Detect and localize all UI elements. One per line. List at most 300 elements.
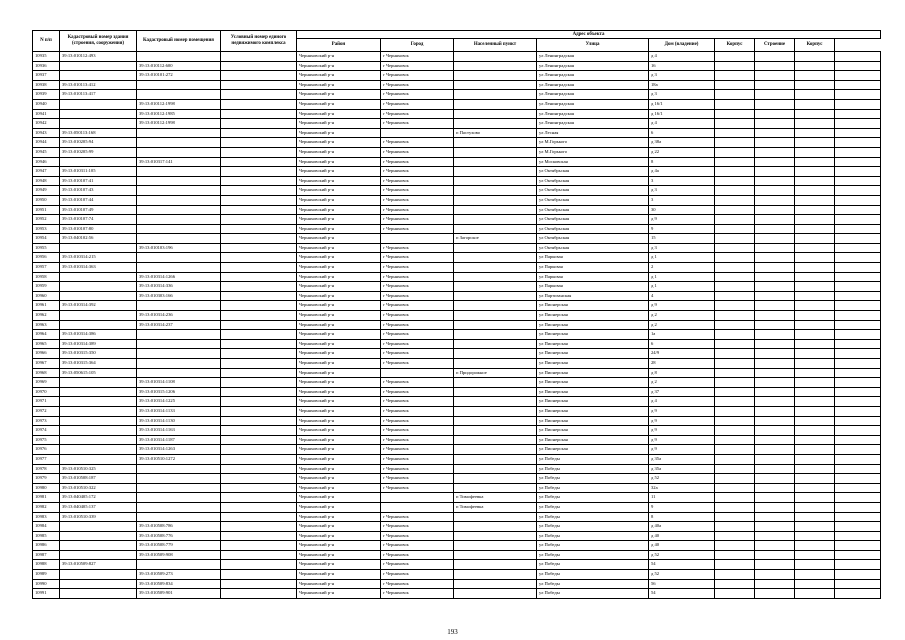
- cell-num: 10965: [33, 339, 60, 349]
- cell-settlement: [454, 157, 537, 167]
- cell-complex: [221, 224, 297, 234]
- cell-street: ул Парковая: [537, 282, 649, 292]
- cell-extra: [835, 205, 881, 215]
- cell-settlement: [454, 61, 537, 71]
- table-row: [33, 186, 881, 196]
- cell-cad-building: [60, 291, 137, 301]
- cell-num: 10986: [33, 541, 60, 551]
- table-row: [33, 80, 881, 90]
- table-row: [33, 339, 881, 349]
- cell-korpus: [715, 560, 755, 570]
- cell-district: Черняховский р-н: [297, 263, 381, 273]
- col-district-header: Район: [297, 39, 381, 52]
- cell-korpus: [715, 99, 755, 109]
- cell-num: 10954: [33, 234, 60, 244]
- cell-extra: [835, 71, 881, 81]
- cell-house: 3: [649, 176, 715, 186]
- cell-cad-building: [60, 71, 137, 81]
- cell-stroenie: [755, 502, 795, 512]
- cell-district: Черняховский р-н: [297, 99, 381, 109]
- cell-flat: [795, 311, 835, 321]
- cell-num: 10977: [33, 454, 60, 464]
- cell-num: 10955: [33, 243, 60, 253]
- cell-district: Черняховский р-н: [297, 512, 381, 522]
- cell-city: г Черняховск: [381, 512, 454, 522]
- cell-korpus: [715, 397, 755, 407]
- cell-korpus: [715, 589, 755, 599]
- cell-house: 54: [649, 589, 715, 599]
- cell-korpus: [715, 579, 755, 589]
- cell-flat: [795, 531, 835, 541]
- cell-settlement: [454, 311, 537, 321]
- cell-settlement: [454, 301, 537, 311]
- cell-num: 10936: [33, 61, 60, 71]
- cell-flat: [795, 291, 835, 301]
- cell-cad-building: 39:13:010113:412: [60, 80, 137, 90]
- cell-num: 10982: [33, 502, 60, 512]
- cell-district: Черняховский р-н: [297, 522, 381, 532]
- cell-complex: [221, 52, 297, 62]
- table-row: [33, 426, 881, 436]
- cell-cad-premises: [137, 263, 221, 273]
- cell-flat: [795, 282, 835, 292]
- table-row: [33, 195, 881, 205]
- table-row: [33, 493, 881, 503]
- cell-cad-premises: [137, 560, 221, 570]
- cell-house: д 52: [649, 474, 715, 484]
- cell-flat: [795, 416, 835, 426]
- cell-cad-premises: 39:13:010314:1133: [137, 406, 221, 416]
- cell-cad-premises: [137, 359, 221, 369]
- cell-city: г Черняховск: [381, 282, 454, 292]
- cell-korpus: [715, 205, 755, 215]
- cell-district: Черняховский р-н: [297, 71, 381, 81]
- cell-num: 10987: [33, 550, 60, 560]
- cell-stroenie: [755, 80, 795, 90]
- cell-stroenie: [755, 454, 795, 464]
- cell-complex: [221, 512, 297, 522]
- cell-complex: [221, 541, 297, 551]
- cell-extra: [835, 330, 881, 340]
- cell-cad-premises: 39:13:010112:1998: [137, 119, 221, 129]
- cell-house: д 52: [649, 550, 715, 560]
- cell-settlement: п Тимофеевка: [454, 502, 537, 512]
- cell-district: Черняховский р-н: [297, 186, 381, 196]
- cell-stroenie: [755, 205, 795, 215]
- col-stroenie-header: Строение: [755, 39, 795, 52]
- cell-num: 10984: [33, 522, 60, 532]
- cell-flat: [795, 80, 835, 90]
- cell-flat: [795, 579, 835, 589]
- cell-district: Черняховский р-н: [297, 435, 381, 445]
- cell-num: 10944: [33, 138, 60, 148]
- cell-house: д 9: [649, 445, 715, 455]
- cell-settlement: [454, 541, 537, 551]
- cell-extra: [835, 589, 881, 599]
- cell-street: ул Победы: [537, 541, 649, 551]
- cell-district: Черняховский р-н: [297, 560, 381, 570]
- cell-stroenie: [755, 435, 795, 445]
- cell-street: ул Победы: [537, 512, 649, 522]
- cell-cad-building: 39:13:010107:74: [60, 215, 137, 225]
- cell-stroenie: [755, 589, 795, 599]
- cell-cad-building: 39:13:010508:187: [60, 474, 137, 484]
- cell-korpus: [715, 531, 755, 541]
- cell-district: Черняховский р-н: [297, 224, 381, 234]
- registry-sheet: [32, 30, 860, 599]
- cell-city: г Черняховск: [381, 464, 454, 474]
- cell-cad-premises: 39:13:010112:600: [137, 61, 221, 71]
- cell-extra: [835, 320, 881, 330]
- cell-extra: [835, 138, 881, 148]
- cell-settlement: [454, 291, 537, 301]
- cell-cad-building: [60, 157, 137, 167]
- cell-street: ул Победы: [537, 570, 649, 580]
- cell-cad-premises: [137, 147, 221, 157]
- table-row: [33, 253, 881, 263]
- cell-cad-building: [60, 435, 137, 445]
- cell-cad-building: 39:13:010107:43: [60, 186, 137, 196]
- cell-settlement: [454, 224, 537, 234]
- cell-cad-premises: [137, 502, 221, 512]
- cell-korpus: [715, 186, 755, 196]
- cell-complex: [221, 570, 297, 580]
- cell-settlement: [454, 282, 537, 292]
- cell-settlement: [454, 445, 537, 455]
- cell-stroenie: [755, 320, 795, 330]
- table-row: [33, 378, 881, 388]
- cell-city: г Черняховск: [381, 195, 454, 205]
- cell-street: ул Победы: [537, 560, 649, 570]
- cell-cad-premises: [137, 52, 221, 62]
- cell-cad-building: [60, 99, 137, 109]
- cell-house: д 40: [649, 531, 715, 541]
- cell-extra: [835, 349, 881, 359]
- cell-district: Черняховский р-н: [297, 483, 381, 493]
- cell-city: г Черняховск: [381, 138, 454, 148]
- table-row: [33, 138, 881, 148]
- table-row: [33, 560, 881, 570]
- cell-house: д 2: [649, 378, 715, 388]
- cell-korpus: [715, 483, 755, 493]
- cell-settlement: [454, 387, 537, 397]
- cell-korpus: [715, 253, 755, 263]
- cell-house: д 8: [649, 368, 715, 378]
- cell-house: д 4: [649, 119, 715, 129]
- cell-street: ул Октябрьская: [537, 234, 649, 244]
- cell-flat: [795, 339, 835, 349]
- cell-extra: [835, 359, 881, 369]
- cell-stroenie: [755, 272, 795, 282]
- cell-stroenie: [755, 445, 795, 455]
- cell-cad-building: [60, 397, 137, 407]
- cell-flat: [795, 272, 835, 282]
- cell-flat: [795, 330, 835, 340]
- cell-city: г Черняховск: [381, 550, 454, 560]
- cell-cad-building: 39:13:010510:322: [60, 483, 137, 493]
- cell-house: 30: [649, 205, 715, 215]
- cell-extra: [835, 541, 881, 551]
- col-house-header: Дом (владение): [649, 39, 715, 52]
- cell-complex: [221, 205, 297, 215]
- cell-city: г Черняховск: [381, 99, 454, 109]
- cell-extra: [835, 291, 881, 301]
- address-group-header: Адрес объекта: [297, 31, 881, 39]
- cell-cad-building: [60, 378, 137, 388]
- cell-stroenie: [755, 339, 795, 349]
- table-row: [33, 224, 881, 234]
- cell-cad-building: 39:13:010107:49: [60, 205, 137, 215]
- cell-district: Черняховский р-н: [297, 215, 381, 225]
- cell-district: Черняховский р-н: [297, 339, 381, 349]
- table-row: [33, 522, 881, 532]
- cell-house: 6: [649, 339, 715, 349]
- cell-korpus: [715, 147, 755, 157]
- cell-num: 10985: [33, 531, 60, 541]
- property-table: [32, 30, 881, 599]
- cell-korpus: [715, 474, 755, 484]
- cell-settlement: п Придорожное: [454, 368, 537, 378]
- cell-cad-building: [60, 119, 137, 129]
- cell-city: г Черняховск: [381, 167, 454, 177]
- cell-korpus: [715, 243, 755, 253]
- cell-city: г Черняховск: [381, 109, 454, 119]
- cell-complex: [221, 215, 297, 225]
- cell-house: 6: [649, 128, 715, 138]
- cell-num: 10989: [33, 570, 60, 580]
- cell-num: 10961: [33, 301, 60, 311]
- cell-complex: [221, 330, 297, 340]
- cell-korpus: [715, 320, 755, 330]
- cell-stroenie: [755, 416, 795, 426]
- cell-extra: [835, 243, 881, 253]
- cell-house: 18а: [649, 80, 715, 90]
- cell-house: 3: [649, 195, 715, 205]
- cell-stroenie: [755, 522, 795, 532]
- cell-stroenie: [755, 186, 795, 196]
- cell-num: 10940: [33, 99, 60, 109]
- cell-city: г Черняховск: [381, 147, 454, 157]
- col-street-header: Улица: [537, 39, 649, 52]
- cell-num: 10948: [33, 176, 60, 186]
- cell-city: г Черняховск: [381, 349, 454, 359]
- cell-street: ул Октябрьская: [537, 224, 649, 234]
- table-row: [33, 234, 881, 244]
- cell-city: г Черняховск: [381, 416, 454, 426]
- cell-district: Черняховский р-н: [297, 272, 381, 282]
- cell-cad-building: [60, 320, 137, 330]
- cell-extra: [835, 128, 881, 138]
- cell-extra: [835, 186, 881, 196]
- cell-stroenie: [755, 483, 795, 493]
- cell-house: 4: [649, 291, 715, 301]
- cell-city: г Черняховск: [381, 589, 454, 599]
- cell-flat: [795, 167, 835, 177]
- cell-num: 10967: [33, 359, 60, 369]
- cell-extra: [835, 550, 881, 560]
- cell-city: г Черняховск: [381, 378, 454, 388]
- cell-extra: [835, 454, 881, 464]
- cell-district: Черняховский р-н: [297, 531, 381, 541]
- cell-street: ул Пионерская: [537, 301, 649, 311]
- cell-house: д 1: [649, 253, 715, 263]
- cell-korpus: [715, 339, 755, 349]
- cell-city: г Черняховск: [381, 186, 454, 196]
- cell-extra: [835, 253, 881, 263]
- cell-extra: [835, 416, 881, 426]
- table-row: [33, 359, 881, 369]
- cell-num: 10952: [33, 215, 60, 225]
- col-complex-header: Условный номер единого недвижимого комплекса: [221, 31, 297, 52]
- cell-settlement: [454, 570, 537, 580]
- cell-complex: [221, 426, 297, 436]
- cell-house: 56: [649, 579, 715, 589]
- cell-house: 1а: [649, 330, 715, 340]
- cell-stroenie: [755, 550, 795, 560]
- cell-num: 10990: [33, 579, 60, 589]
- cell-complex: [221, 71, 297, 81]
- cell-settlement: [454, 464, 537, 474]
- cell-num: 10960: [33, 291, 60, 301]
- cell-flat: [795, 560, 835, 570]
- cell-korpus: [715, 215, 755, 225]
- cell-street: ул Ленинградская: [537, 109, 649, 119]
- cell-num: 10963: [33, 320, 60, 330]
- cell-street: ул Октябрьская: [537, 167, 649, 177]
- cell-korpus: [715, 119, 755, 129]
- cell-flat: [795, 90, 835, 100]
- cell-korpus: [715, 435, 755, 445]
- cell-cad-premises: [137, 138, 221, 148]
- cell-cad-building: 39:13:010112:493: [60, 52, 137, 62]
- cell-num: 10946: [33, 157, 60, 167]
- cell-flat: [795, 224, 835, 234]
- cell-num: 10991: [33, 589, 60, 599]
- cell-cad-premises: 39:13:010112:1998: [137, 99, 221, 109]
- cell-korpus: [715, 570, 755, 580]
- cell-cad-building: [60, 541, 137, 551]
- cell-complex: [221, 263, 297, 273]
- cell-cad-building: [60, 522, 137, 532]
- cell-korpus: [715, 330, 755, 340]
- cell-house: 8: [649, 157, 715, 167]
- cell-street: ул Победы: [537, 464, 649, 474]
- cell-city: г Черняховск: [381, 397, 454, 407]
- cell-city: г Черняховск: [381, 311, 454, 321]
- cell-flat: [795, 128, 835, 138]
- cell-house: д 1: [649, 282, 715, 292]
- cell-extra: [835, 167, 881, 177]
- cell-cad-premises: 39:13:010508:776: [137, 531, 221, 541]
- cell-cad-premises: 39:13:010509:834: [137, 579, 221, 589]
- cell-street: ул Парковая: [537, 253, 649, 263]
- cell-extra: [835, 311, 881, 321]
- cell-stroenie: [755, 138, 795, 148]
- cell-flat: [795, 512, 835, 522]
- cell-extra: [835, 263, 881, 273]
- cell-district: Черняховский р-н: [297, 579, 381, 589]
- cell-settlement: [454, 167, 537, 177]
- cell-stroenie: [755, 263, 795, 273]
- cell-flat: [795, 205, 835, 215]
- table-row: [33, 205, 881, 215]
- cell-extra: [835, 483, 881, 493]
- table-row: [33, 128, 881, 138]
- cell-flat: [795, 464, 835, 474]
- cell-korpus: [715, 311, 755, 321]
- cell-cad-building: 39:13:010314:389: [60, 339, 137, 349]
- cell-cad-premises: [137, 90, 221, 100]
- cell-city: г Черняховск: [381, 263, 454, 273]
- cell-city: г Черняховск: [381, 80, 454, 90]
- cell-complex: [221, 550, 297, 560]
- cell-street: ул Пионерская: [537, 387, 649, 397]
- cell-complex: [221, 560, 297, 570]
- cell-district: Черняховский р-н: [297, 291, 381, 301]
- cell-street: ул Пионерская: [537, 368, 649, 378]
- cell-street: ул Пионерская: [537, 349, 649, 359]
- cell-stroenie: [755, 330, 795, 340]
- cell-flat: [795, 320, 835, 330]
- cell-settlement: [454, 579, 537, 589]
- cell-complex: [221, 99, 297, 109]
- table-row: [33, 435, 881, 445]
- cell-num: 10956: [33, 253, 60, 263]
- cell-stroenie: [755, 99, 795, 109]
- cell-cad-building: [60, 579, 137, 589]
- cell-settlement: [454, 253, 537, 263]
- cell-city: г Черняховск: [381, 71, 454, 81]
- cell-num: 10945: [33, 147, 60, 157]
- table-row: [33, 272, 881, 282]
- cell-complex: [221, 445, 297, 455]
- cell-complex: [221, 282, 297, 292]
- cell-stroenie: [755, 234, 795, 244]
- cell-cad-building: [60, 531, 137, 541]
- cell-korpus: [715, 493, 755, 503]
- cell-complex: [221, 253, 297, 263]
- cell-num: 10975: [33, 435, 60, 445]
- cell-flat: [795, 138, 835, 148]
- cell-num: 10981: [33, 493, 60, 503]
- cell-extra: [835, 215, 881, 225]
- cell-stroenie: [755, 157, 795, 167]
- cell-num: 10968: [33, 368, 60, 378]
- cell-street: ул Партизанская: [537, 291, 649, 301]
- cell-house: д 3: [649, 186, 715, 196]
- cell-settlement: [454, 560, 537, 570]
- cell-street: ул Пионерская: [537, 330, 649, 340]
- cell-district: Черняховский р-н: [297, 397, 381, 407]
- cell-cad-building: [60, 109, 137, 119]
- table-row: [33, 397, 881, 407]
- cell-street: ул Ленинградская: [537, 119, 649, 129]
- cell-stroenie: [755, 52, 795, 62]
- cell-cad-premises: 39:13:010112:1985: [137, 109, 221, 119]
- cell-settlement: [454, 483, 537, 493]
- cell-complex: [221, 176, 297, 186]
- cell-street: ул Парковая: [537, 263, 649, 273]
- cell-house: д 9: [649, 426, 715, 436]
- cell-street: ул Октябрьская: [537, 205, 649, 215]
- cell-cad-premises: 39:13:010508:786: [137, 522, 221, 532]
- cell-settlement: [454, 339, 537, 349]
- cell-cad-building: 39:13:010314:392: [60, 301, 137, 311]
- cell-street: ул Ленинградская: [537, 99, 649, 109]
- cell-settlement: [454, 474, 537, 484]
- cell-city: г Черняховск: [381, 474, 454, 484]
- cell-city: г Черняховск: [381, 272, 454, 282]
